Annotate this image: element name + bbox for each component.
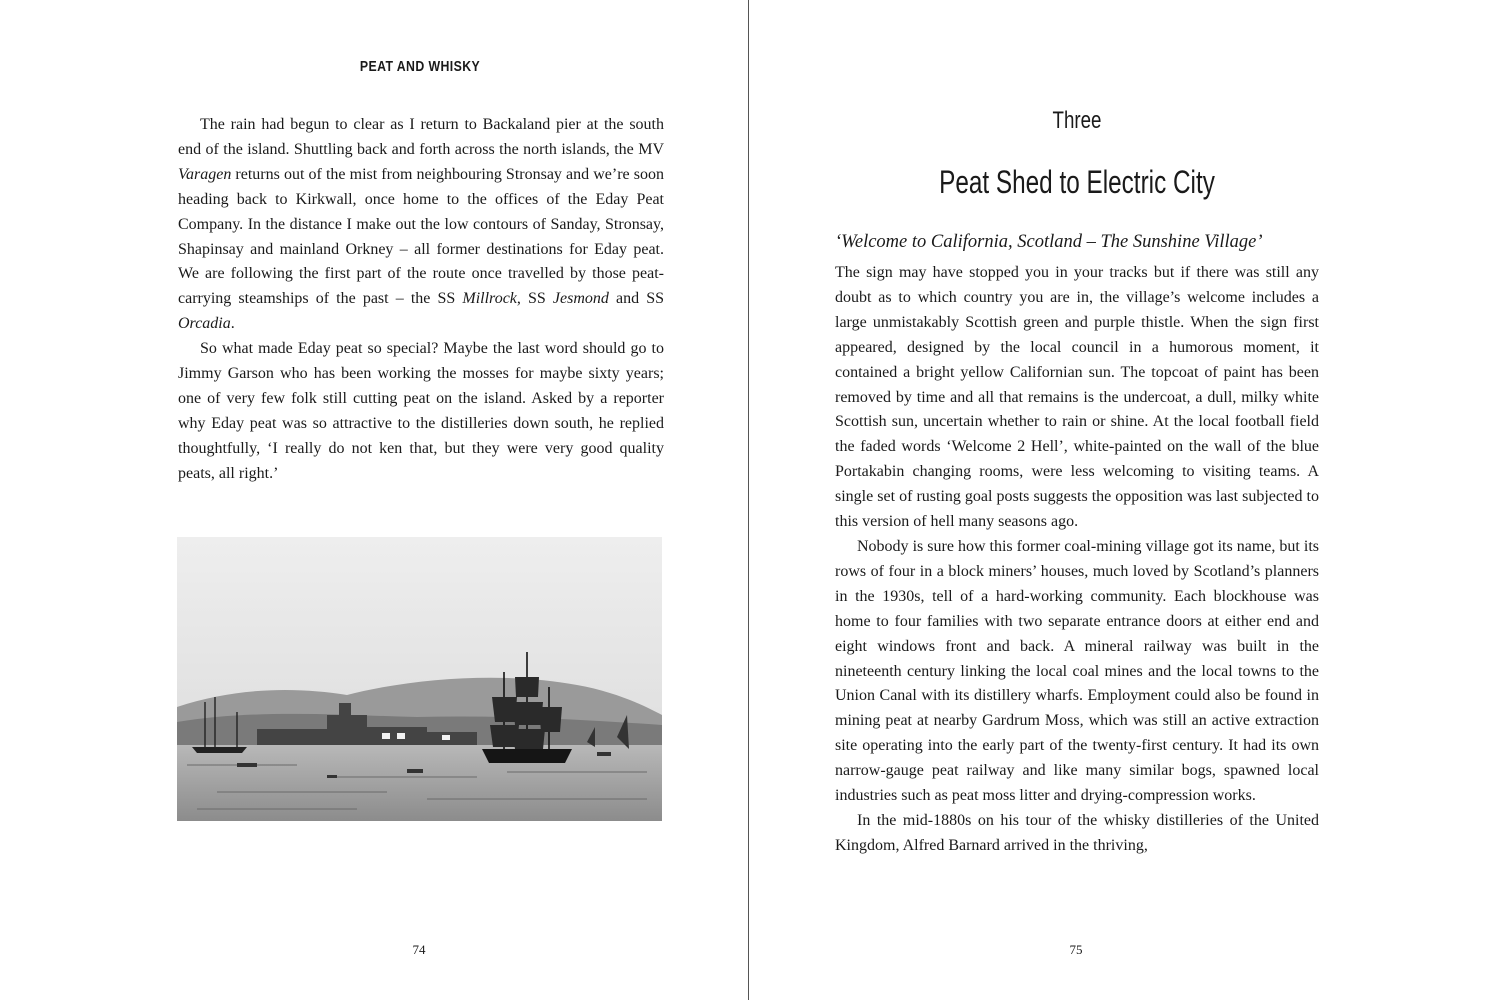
page-number-right: 75 — [1069, 942, 1083, 957]
paragraph-1: The sign may have stopped you in your tracks but if there was still any doubt as to which country you are in, the village’s welcome includes a large unmistakably Scottish green and purple thistle. When the sign first appeared, designed by the local council in a humorous moment, it contained a bright yellow Californian sun. The topcoat of paint has been removed by time and all that remains is the undercoat, a dull, milky white Scottish sun, uncertain whether to rain or shine. At the local football field the faded words ‘Welcome 2 Hell’, white-painted on the wall of the blue Portakabin changing rooms, were less welcoming to visiting teams. A single set of rusting goal posts suggests the opposition was last subjected to this version of hell many seasons ago. — [835, 264, 1319, 531]
ship-name-varagen: Varagen — [178, 165, 232, 183]
paragraph-3: In the mid-1880s on his tour of the whisky distilleries of the United Kingdom, Alfred Barnard arrived in the thriving, — [835, 811, 1319, 854]
section-heading: ‘Welcome to California, Scotland – The Sunshine Village’ — [835, 232, 1263, 252]
chapter-title: Peat Shed to Electric City — [939, 164, 1215, 200]
harbour-engraving-image — [177, 537, 662, 821]
spread-gutter-line — [748, 0, 749, 1000]
paragraph-2: So what made Eday peat so special? Maybe the last word should go to Jimmy Garson who has been working the mosses for maybe sixty years; one of very few folk still cutting peat on the island. Asked by a reporter why Eday peat was so attractive to the distilleries down south, he replied thoughtfully, ‘I really do not ken that, but they were very good quality peats, all right.’ — [178, 340, 664, 482]
left-page — [0, 0, 748, 1000]
chapter-number: Three — [1052, 107, 1102, 134]
left-page-body — [178, 113, 664, 487]
ship-name-orcadia: Orcadia — [178, 315, 231, 333]
page-number-left: 74 — [412, 942, 426, 957]
paragraph-1: The rain had begun to clear as I return to Backaland pier at the south end of the island. Shuttling back and forth across the north islands, the MV Varagen returns out of the mist from neighbouring Stronsay and we’re soon heading back to Kirkwall, once home to the offices of the Eday Peat Company. In the distance I make out the low contours of Sanday, Stronsay, Shapinsay and mainland Orkney – all former destinations for Eday peat. We are following the first part of the route once travelled by those peat-carrying steamships of the past – the SS Millrock, SS Jesmond and SS Orcadia. — [178, 116, 665, 333]
paragraph-2: Nobody is sure how this former coal-mining village got its name, but its rows of four in a block miners’ houses, much loved by Scotland’s planners in the 1930s, tell of a hard-working community. Each blockhouse was home to four families with two separate entrance doors at either end and eight windows front and back. A mineral railway was built in the nineteenth century linking the local coal mines and the local towns to the Union Canal with its distillery wharfs. Employment could also be found in mining peat at nearby Gardrum Moss, which was still an active extraction site operating into the early part of the twenty-first century. It had its own narrow-gauge peat railway and like many similar bogs, spawned local industries such as peat moss litter and drying-compression works. — [835, 537, 1319, 805]
right-page-body — [835, 261, 1319, 859]
ship-name-millrock: Millrock — [462, 290, 517, 308]
ship-name-jesmond: Jesmond — [552, 290, 609, 308]
running-head: PEAT AND WHISKY — [359, 58, 481, 75]
